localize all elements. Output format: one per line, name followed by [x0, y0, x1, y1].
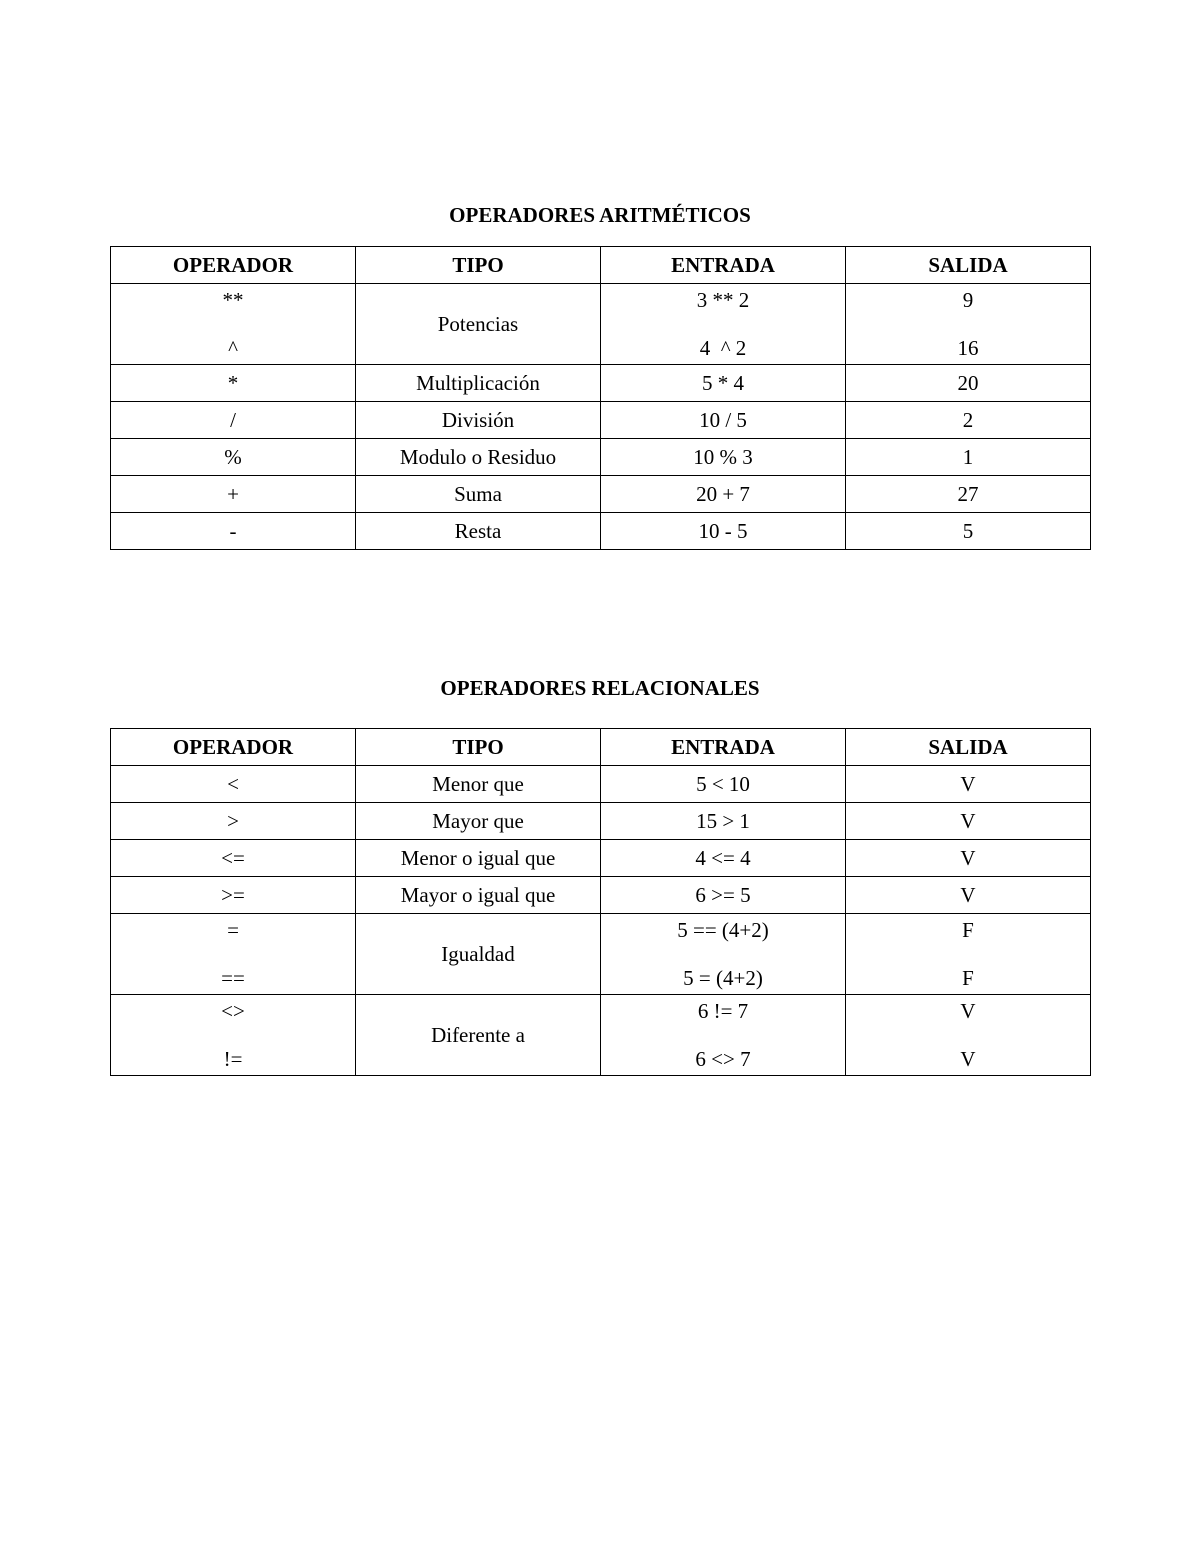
cell-tipo: Multiplicación [356, 365, 601, 402]
table-relacionales [110, 728, 1091, 1076]
cell-entrada: 10 % 3 [601, 439, 846, 476]
header-row [111, 247, 1091, 284]
cell-tipo: Mayor que [356, 803, 601, 840]
cell-tipo: Menor o igual que [356, 840, 601, 877]
cell-entrada [601, 914, 846, 995]
cell-salida: 1 [846, 439, 1091, 476]
entrada-value: 4 ^ 2 [699, 336, 747, 360]
table-row [111, 877, 1091, 914]
entrada-value: 6 != 7 [697, 999, 749, 1023]
entrada-value: 5 == (4+2) [677, 918, 769, 942]
cell-entrada [601, 995, 846, 1076]
cell-salida: 27 [846, 476, 1091, 513]
table-row [111, 840, 1091, 877]
header-operador: OPERADOR [111, 729, 356, 766]
cell-tipo: Menor que [356, 766, 601, 803]
table-row [111, 476, 1091, 513]
header-salida: SALIDA [846, 729, 1091, 766]
cell-salida [846, 995, 1091, 1076]
header-tipo: TIPO [356, 729, 601, 766]
cell-operador: <= [111, 840, 356, 877]
cell-entrada: 4 <= 4 [601, 840, 846, 877]
cell-tipo: Diferente a [356, 995, 601, 1076]
salida-value: 16 [957, 336, 979, 360]
cell-salida: V [846, 840, 1091, 877]
header-salida: SALIDA [846, 247, 1091, 284]
cell-operador: % [111, 439, 356, 476]
salida-value: V [960, 1047, 976, 1071]
cell-tipo: Suma [356, 476, 601, 513]
cell-tipo: Mayor o igual que [356, 877, 601, 914]
cell-tipo: Resta [356, 513, 601, 550]
cell-operador: - [111, 513, 356, 550]
cell-operador [111, 914, 356, 995]
cell-salida: V [846, 877, 1091, 914]
table-row [111, 365, 1091, 402]
header-entrada: ENTRADA [601, 247, 846, 284]
cell-salida: V [846, 766, 1091, 803]
salida-value: F [962, 918, 974, 942]
cell-tipo: Potencias [356, 284, 601, 365]
salida-value: F [962, 966, 974, 990]
cell-entrada [601, 284, 846, 365]
cell-entrada: 6 >= 5 [601, 877, 846, 914]
salida-value: V [960, 999, 976, 1023]
entrada-value: 6 <> 7 [695, 1047, 751, 1071]
table-row [111, 402, 1091, 439]
operator-value: = [227, 918, 239, 942]
cell-tipo: División [356, 402, 601, 439]
cell-operador: >= [111, 877, 356, 914]
cell-salida [846, 284, 1091, 365]
table-row [111, 803, 1091, 840]
entrada-value: 5 = (4+2) [683, 966, 763, 990]
cell-entrada: 20 + 7 [601, 476, 846, 513]
operator-value: == [221, 966, 245, 990]
operator-value: ^ [228, 336, 238, 360]
table-row [111, 914, 1091, 995]
header-operador: OPERADOR [111, 247, 356, 284]
cell-salida: V [846, 803, 1091, 840]
header-entrada: ENTRADA [601, 729, 846, 766]
cell-operador [111, 284, 356, 365]
table-row [111, 513, 1091, 550]
cell-entrada: 10 - 5 [601, 513, 846, 550]
cell-salida [846, 914, 1091, 995]
cell-operador: < [111, 766, 356, 803]
cell-entrada: 15 > 1 [601, 803, 846, 840]
operator-value: ** [222, 288, 244, 312]
cell-tipo: Igualdad [356, 914, 601, 995]
table-row [111, 995, 1091, 1076]
cell-operador: + [111, 476, 356, 513]
cell-entrada: 5 < 10 [601, 766, 846, 803]
header-tipo: TIPO [356, 247, 601, 284]
cell-operador: / [111, 402, 356, 439]
entrada-value: 3 ** 2 [696, 288, 750, 312]
operator-value: != [223, 1047, 243, 1071]
cell-tipo: Modulo o Residuo [356, 439, 601, 476]
table-row [111, 284, 1091, 365]
table-row [111, 766, 1091, 803]
cell-operador: > [111, 803, 356, 840]
table-row [111, 439, 1091, 476]
salida-value: 9 [962, 288, 974, 312]
table-aritmeticos [110, 246, 1091, 550]
cell-salida: 20 [846, 365, 1091, 402]
cell-entrada: 10 / 5 [601, 402, 846, 439]
cell-operador [111, 995, 356, 1076]
cell-entrada: 5 * 4 [601, 365, 846, 402]
title-aritmeticos: OPERADORES ARITMÉTICOS [449, 203, 751, 227]
header-row [111, 729, 1091, 766]
cell-operador: * [111, 365, 356, 402]
title-relacionales: OPERADORES RELACIONALES [440, 676, 760, 700]
cell-salida: 2 [846, 402, 1091, 439]
operator-value: <> [221, 999, 245, 1023]
cell-salida: 5 [846, 513, 1091, 550]
